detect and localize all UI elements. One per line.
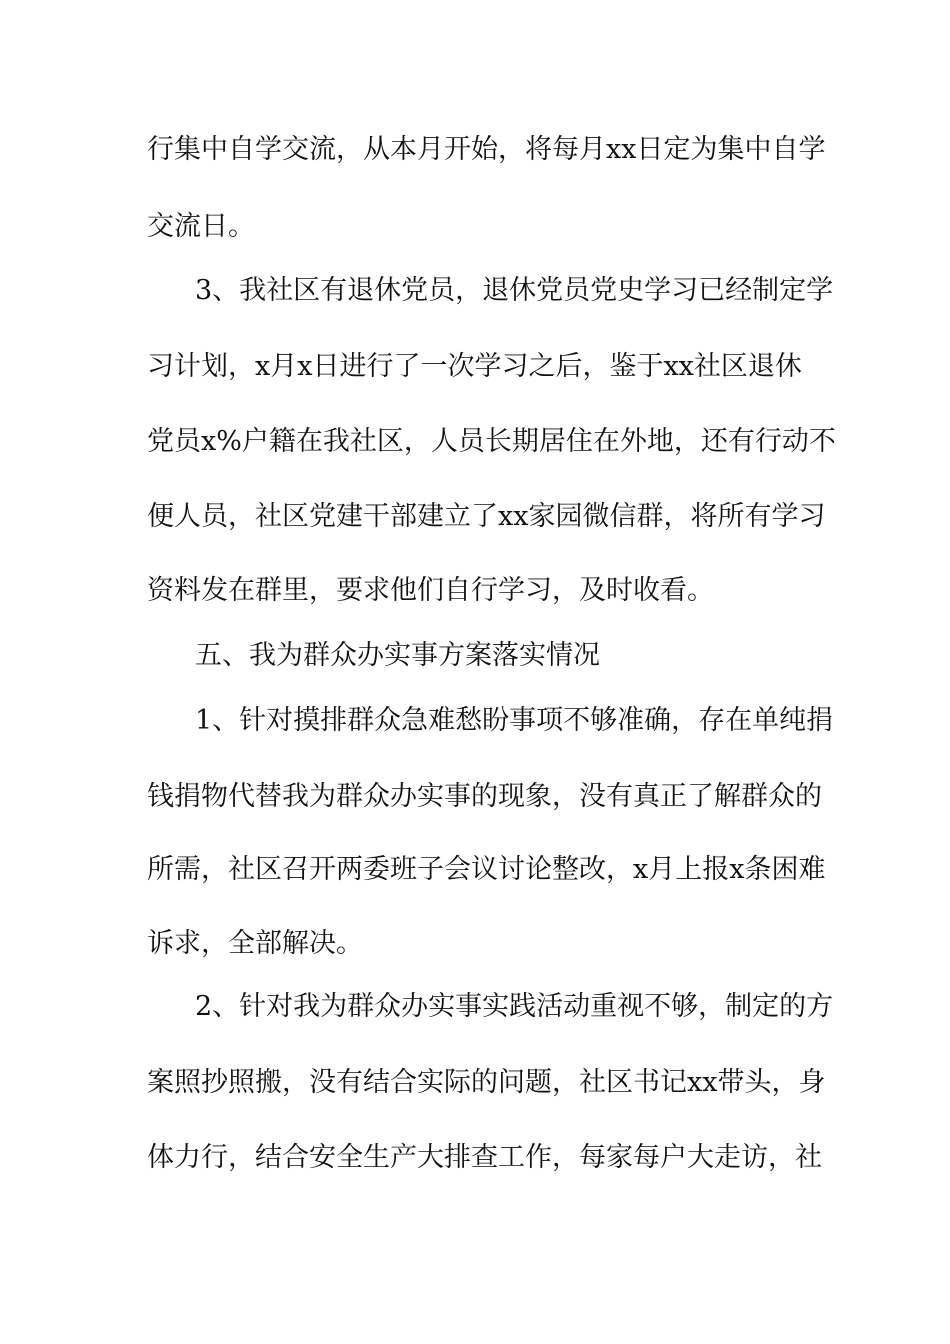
text-line: 党员x%户籍在我社区，人员长期居住在外地，还有行动不 xyxy=(147,426,836,457)
text-line: 案照抄照搬，没有结合实际的问题，社区书记xx带头，身 xyxy=(147,1067,826,1098)
text-line: 交流日。 xyxy=(147,211,255,242)
text-line: 资料发在群里，要求他们自行学习，及时收看。 xyxy=(147,575,714,606)
paragraph-3-start: 3、我社区有退休党员，退休党员党史学习已经制定学 xyxy=(195,275,834,306)
text-line: 钱捐物代替我为群众办实事的现象，没有真正了解群众的 xyxy=(147,781,822,812)
text-line: 便人员，社区党建干部建立了xx家园微信群，将所有学习 xyxy=(147,501,826,532)
text-line: 习计划，x月x日进行了一次学习之后，鉴于xx社区退休 xyxy=(147,351,802,382)
paragraph-2-start: 2、针对我为群众办实事实践活动重视不够，制定的方 xyxy=(195,991,834,1022)
paragraph-1-start: 1、针对摸排群众急难愁盼事项不够准确，存在单纯捐 xyxy=(195,705,834,736)
text-line: 所需，社区召开两委班子会议讨论整改，x月上报x条困难 xyxy=(147,854,826,885)
section-heading: 五、我为群众办实事方案落实情况 xyxy=(195,640,600,671)
text-line: 体力行，结合安全生产大排查工作，每家每户大走访，社 xyxy=(147,1142,822,1173)
text-line: 行集中自学交流，从本月开始，将每月xx日定为集中自学 xyxy=(147,134,826,165)
text-line: 诉求，全部解决。 xyxy=(147,928,363,959)
